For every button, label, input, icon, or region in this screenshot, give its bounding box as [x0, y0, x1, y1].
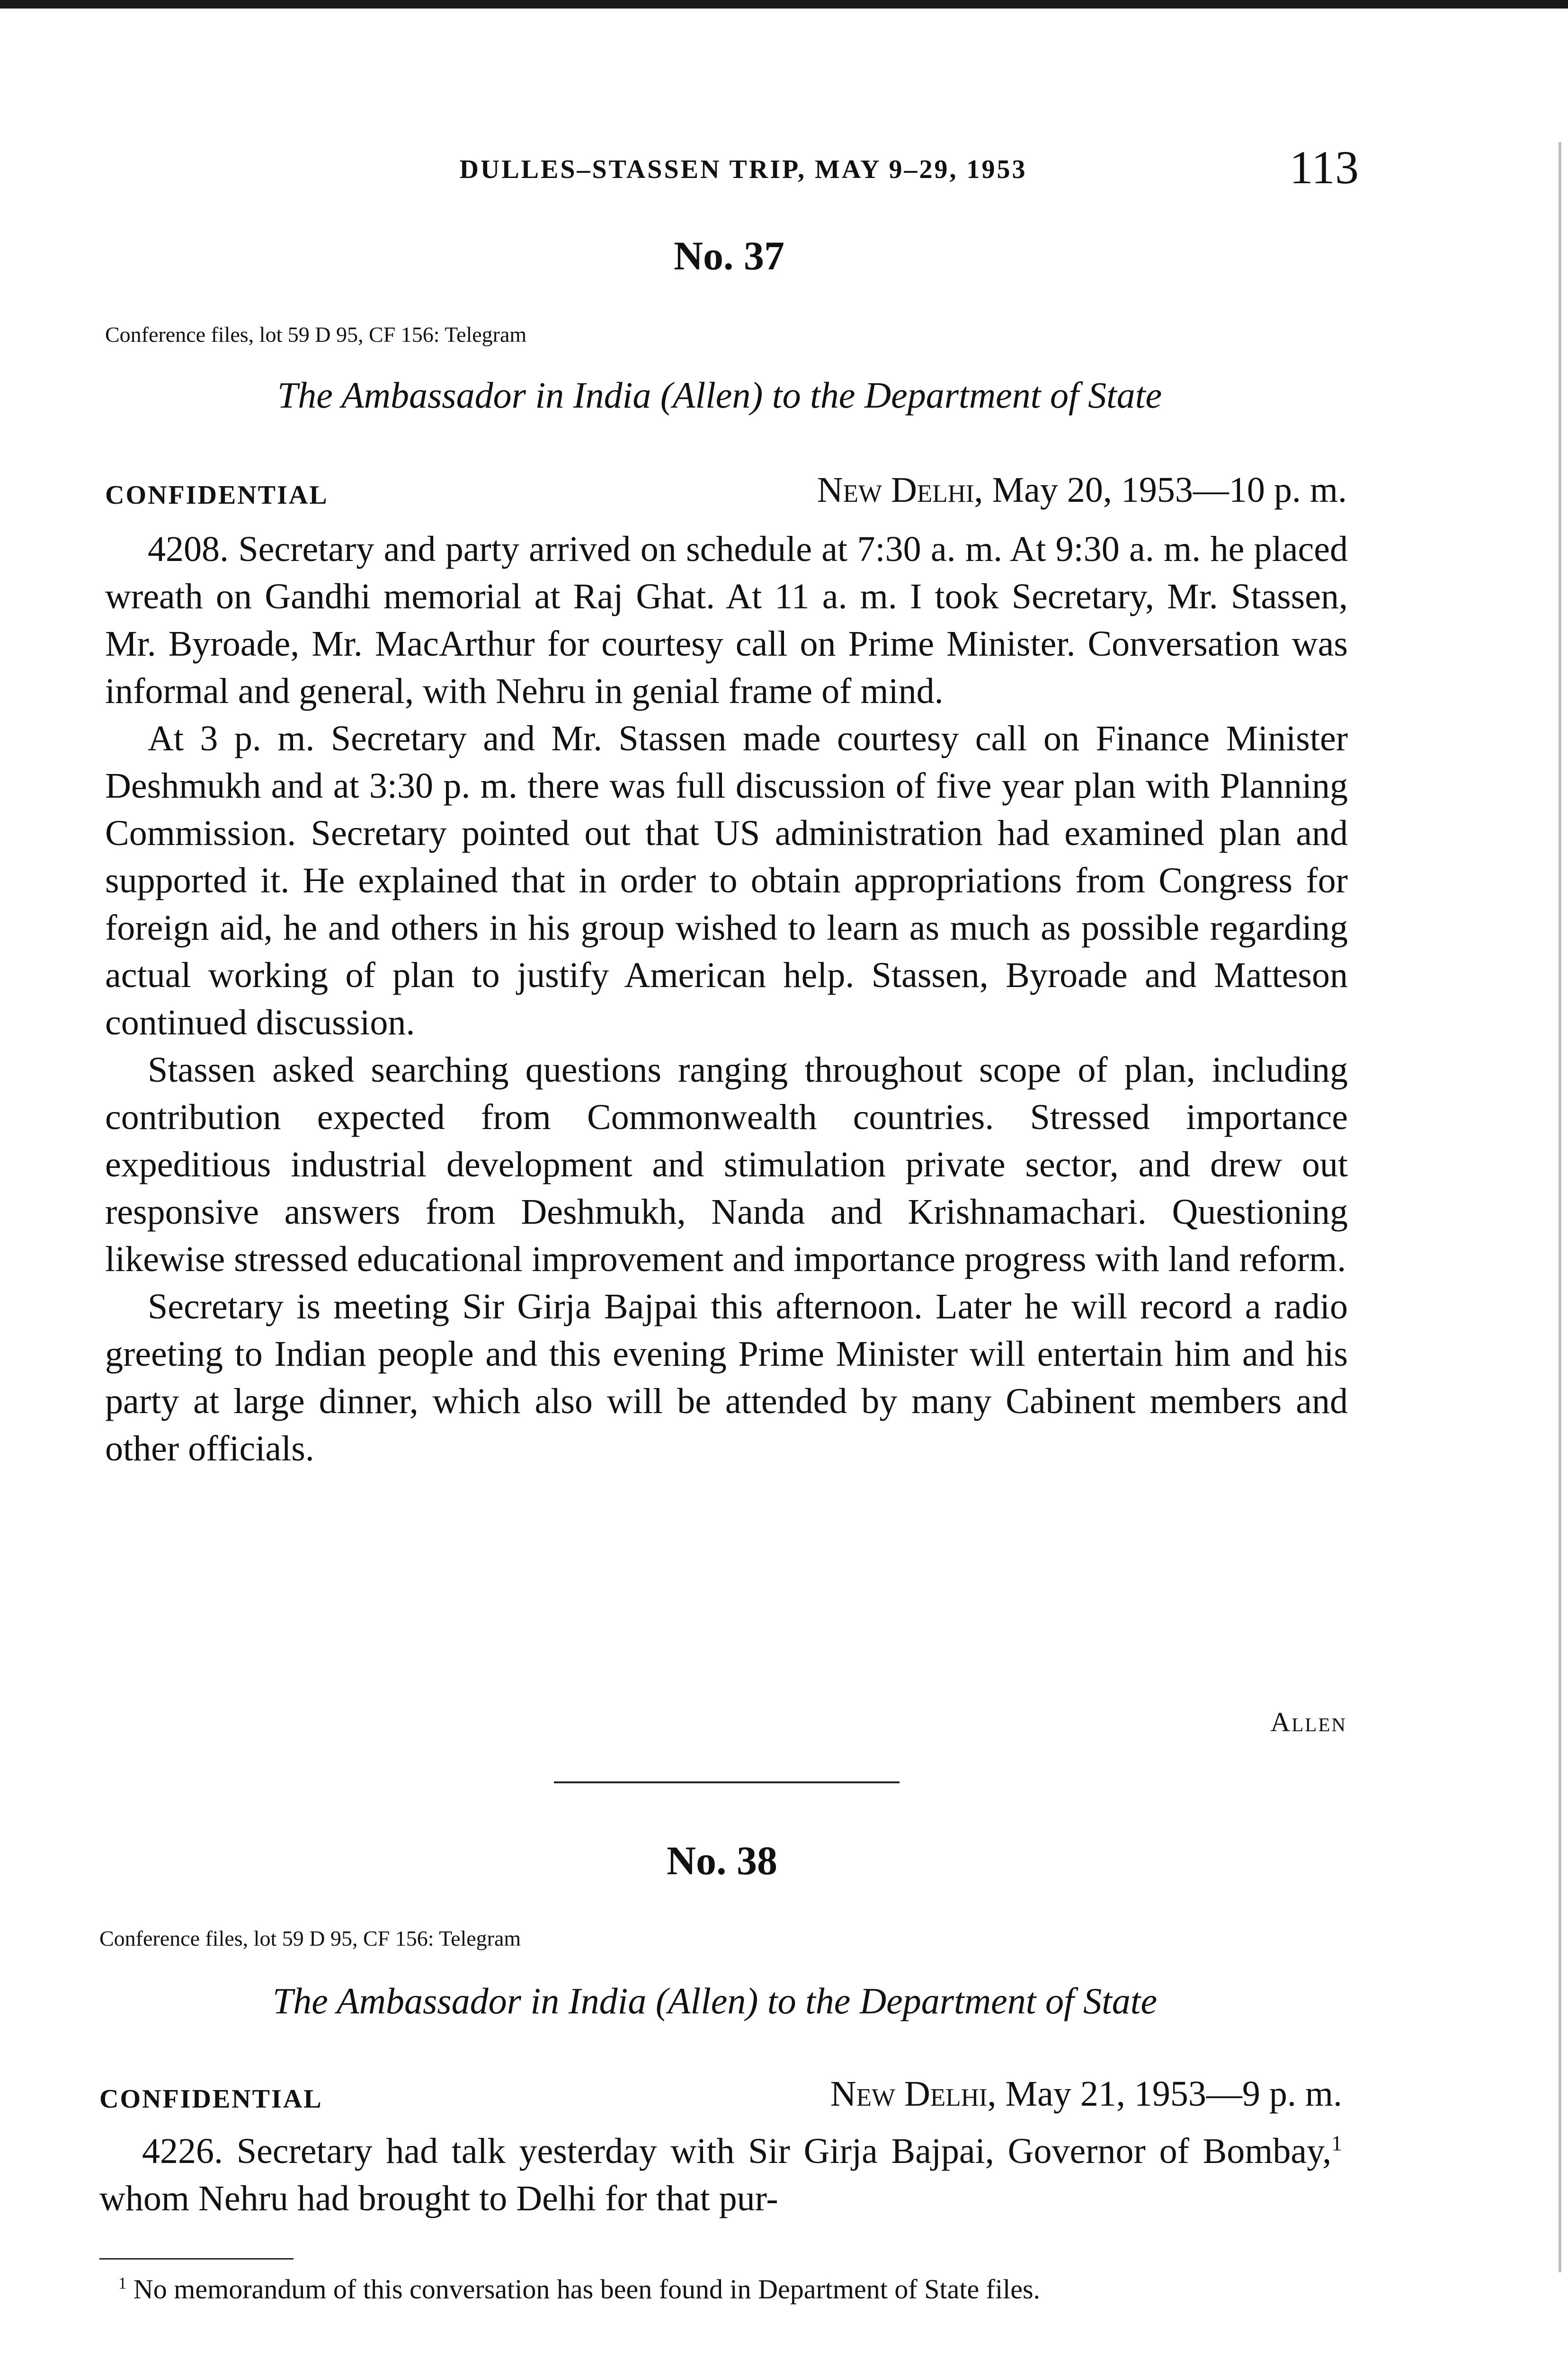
- paragraph: Secretary is meeting Sir Girja Bajpai this afternoon. Later he will record a radio greeting to Indian people and this evening Prime Minister will entertain him and his party at large dinner, which also will be attended by many Cabinent members and other officials.: [105, 1287, 1348, 1468]
- scan-top-border: [0, 0, 1568, 9]
- paragraph-text: 4226. Secretary had talk yesterday with Sir Girja Bajpai, Governor of Bombay,: [142, 2131, 1332, 2171]
- dateline-37: [615, 470, 1347, 511]
- paragraph: Stassen asked searching questions ranging throughout scope of plan, including contribution expected from Commonwealth countries. Stressed importance expeditious industrial development and stimulation private sector, and drew out responsive answers from Deshmukh, Nanda and Krishnamachari. Questioning likewise stressed educational improvement and importance progress with land reform.: [105, 1050, 1348, 1279]
- section-divider: [554, 1781, 900, 1783]
- footnote-text: [99, 2272, 1345, 2306]
- footnote-marker: 1: [118, 2274, 127, 2293]
- dateline-place-38: New Delhi,: [830, 2074, 997, 2114]
- classification-38: CONFIDENTIAL: [99, 2084, 323, 2114]
- page-number: 113: [1289, 141, 1359, 194]
- classification-37: CONFIDENTIAL: [105, 481, 329, 510]
- footnote: [99, 2272, 1345, 2306]
- document-number-37: No. 37: [673, 233, 785, 278]
- telegram-body-38: [99, 2127, 1342, 2222]
- dateline-date-38: May 21, 1953—9 p. m.: [1005, 2074, 1342, 2114]
- paragraph: [99, 2127, 1342, 2222]
- source-note-37: Conference files, lot 59 D 95, CF 156: Telegram: [105, 322, 527, 347]
- footnote-body: No memorandum of this conversation has been found in Department of State files.: [126, 2274, 1041, 2305]
- footnote-reference: 1: [1331, 2131, 1342, 2155]
- document-title-37: The Ambassador in India (Allen) to the Department of State: [277, 374, 1162, 416]
- scan-right-edge: [1559, 142, 1561, 2272]
- footnote-rule: [99, 2258, 294, 2260]
- dateline-place-37: New Delhi,: [817, 470, 983, 510]
- document-title-38: The Ambassador in India (Allen) to the Department of State: [272, 1980, 1158, 2021]
- running-head: DULLES–STASSEN TRIP, MAY 9–29, 1953: [459, 155, 1027, 184]
- source-note-38: Conference files, lot 59 D 95, CF 156: Telegram: [99, 1926, 521, 1950]
- paragraph-text: whom Nehru had brought to Delhi for that pur-: [99, 2179, 778, 2218]
- signature-37: Allen: [1270, 1707, 1347, 1737]
- telegram-body-37: [105, 525, 1348, 1472]
- paragraph: At 3 p. m. Secretary and Mr. Stassen made courtesy call on Finance Minister Deshmukh and at 3:30 p. m. there was full discussion of five year plan with Planning Commission. Secretary pointed out that US administration had examined plan and supported it. He explained that in order to obtain appropriations from Congress for foreign aid, he and others in his group wished to learn as much as possible regarding actual working of plan to justify American help. Stassen, Byroade and Matteson continued discussion.: [105, 719, 1348, 1042]
- paragraph: 4208. Secretary and party arrived on schedule at 7:30 a. m. At 9:30 a. m. he placed wreath on Gandhi memorial at Raj Ghat. At 11 a. m. I took Secretary, Mr. Stassen, Mr. Byroade, Mr. MacArthur for courtesy call on Prime Minister. Conversation was informal and general, with Nehru in genial frame of mind.: [105, 529, 1348, 711]
- document-number-38: No. 38: [666, 1838, 778, 1883]
- dateline-date-37: May 20, 1953—10 p. m.: [992, 470, 1347, 510]
- dateline-38: [615, 2073, 1342, 2115]
